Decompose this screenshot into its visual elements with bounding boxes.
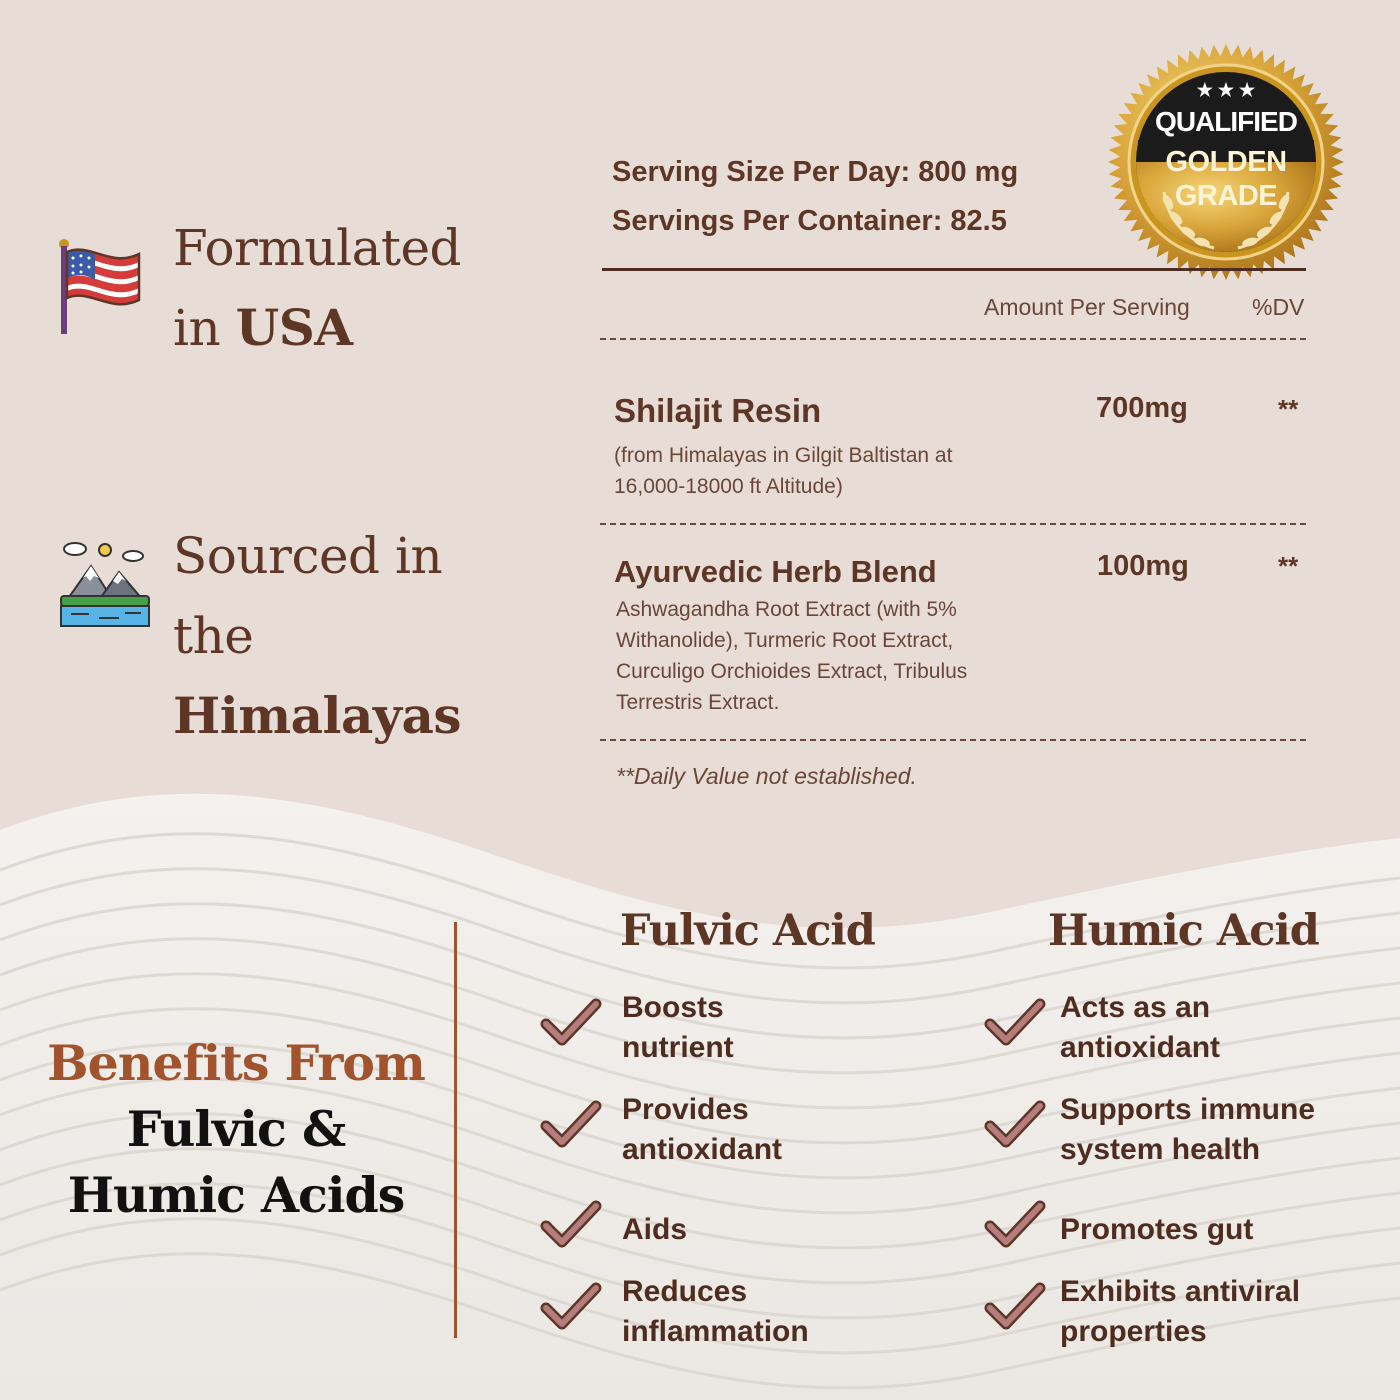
benefit-item-line: antioxidant: [1060, 1031, 1221, 1064]
badge-grade: GRADE: [1174, 180, 1278, 212]
himalayas-claim-line2a: the: [173, 607, 254, 665]
benefits-title: [30, 1030, 442, 1228]
ingredient-description-line: Curculigo Orchioides Extract, Tribulus: [616, 660, 968, 683]
benefit-item: [622, 1090, 782, 1170]
badge-stars: ★ ★ ★: [1196, 80, 1256, 100]
check-icon: [984, 1280, 1046, 1332]
benefits-divider: [454, 922, 457, 1338]
usa-claim: [55, 208, 535, 368]
ingredient-description: [616, 594, 1036, 718]
facts-divider-3: [600, 739, 1306, 741]
usa-claim-line2b: USA: [235, 298, 353, 357]
ingredient-name: Shilajit Resin: [614, 392, 822, 429]
check-icon: [984, 1098, 1046, 1150]
himalayas-claim-line1: Sourced in: [173, 527, 443, 585]
ingredient-description: [614, 440, 1014, 502]
serving-size: Serving Size Per Day: 800 mg: [612, 156, 1019, 188]
benefit-item: [1060, 1090, 1315, 1170]
ingredient-amount: 100mg: [1097, 550, 1189, 582]
ingredient-description-line: (from Himalayas in Gilgit Baltistan at: [614, 444, 953, 467]
usa-claim-line1: Formulated: [173, 219, 462, 277]
mountain-lake-icon: [59, 538, 151, 630]
badge-golden: GOLDEN: [1165, 146, 1287, 178]
check-icon: [984, 996, 1046, 1048]
benefit-item-line: nutrient: [622, 1031, 734, 1064]
benefit-item: [1060, 1210, 1253, 1250]
facts-divider-1: [600, 338, 1306, 340]
usa-claim-line2a: in: [173, 299, 236, 357]
benefit-item-line: Aids: [622, 1213, 688, 1246]
ingredient-description-line: 16,000-18000 ft Altitude): [614, 475, 843, 498]
ingredient-description-line: Terrestris Extract.: [616, 691, 780, 714]
benefit-item-line: Boosts: [622, 991, 724, 1024]
check-icon: [540, 1280, 602, 1332]
ingredient-description-line: Ashwagandha Root Extract (with 5%: [616, 598, 957, 621]
benefit-item-line: inflammation: [622, 1315, 809, 1348]
check-icon: [540, 1098, 602, 1150]
himalayas-claim: [55, 516, 555, 745]
himalayas-claim-line2b: Himalayas: [173, 686, 462, 745]
facts-divider-2: [600, 523, 1306, 525]
benefit-item-line: antioxidant: [622, 1133, 783, 1166]
facts-top-rule: [602, 268, 1306, 271]
benefit-item: [1060, 1272, 1300, 1352]
golden-grade-badge: [1106, 42, 1346, 282]
benefit-item-line: Reduces: [622, 1275, 748, 1308]
benefit-item-line: properties: [1060, 1315, 1207, 1348]
benefits-title-line3: Humic Acids: [67, 1166, 405, 1224]
benefit-item: [1060, 988, 1220, 1068]
usa-flag-icon: [55, 238, 145, 338]
benefits-title-line1: Benefits From: [47, 1034, 425, 1092]
benefit-item-line: Acts as an: [1060, 991, 1211, 1024]
benefit-item: [622, 988, 734, 1068]
daily-value-note: **Daily Value not established.: [616, 763, 917, 789]
amount-per-serving-header: Amount Per Serving: [984, 294, 1190, 320]
fulvic-acid-heading: Fulvic Acid: [620, 906, 875, 956]
benefits-title-line2: Fulvic &: [126, 1100, 346, 1158]
ingredient-dv: **: [1278, 394, 1299, 424]
check-icon: [984, 1198, 1046, 1250]
benefit-item-line: Supports immune: [1060, 1093, 1316, 1126]
benefit-item: [622, 1210, 687, 1250]
badge-qualified: QUALIFIED: [1155, 106, 1297, 137]
benefit-item: [622, 1272, 809, 1352]
servings-per-container: Servings Per Container: 82.5: [612, 205, 1007, 237]
ingredient-name: Ayurvedic Herb Blend: [614, 554, 937, 589]
ingredient-dv: **: [1278, 551, 1299, 581]
benefit-item-line: system health: [1060, 1133, 1261, 1166]
humic-acid-heading: Humic Acid: [1048, 906, 1319, 956]
check-icon: [540, 1198, 602, 1250]
benefit-item-line: Exhibits antiviral: [1060, 1275, 1301, 1308]
dv-header: %DV: [1252, 294, 1305, 320]
check-icon: [540, 996, 602, 1048]
benefit-item-line: Promotes gut: [1060, 1213, 1254, 1246]
ingredient-amount: 700mg: [1096, 392, 1188, 424]
benefit-item-line: Provides: [622, 1093, 749, 1126]
ingredient-description-line: Withanolide), Turmeric Root Extract,: [616, 629, 954, 652]
